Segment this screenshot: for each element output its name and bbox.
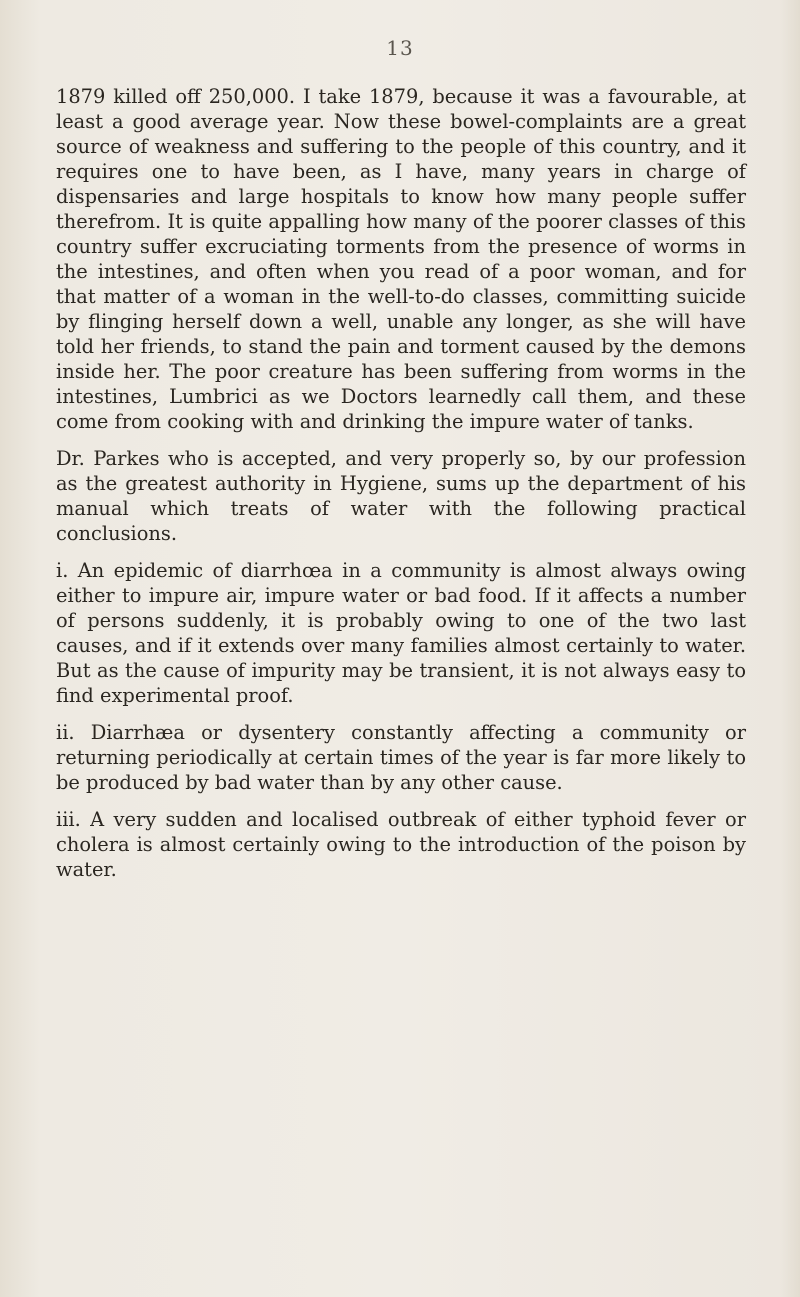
paragraph-conclusion-i: i. An epidemic of diarrhœa in a community is almost always owing either to impure air, impure water or bad food. If it affects a number of persons suddenly, it is probably owing to one of the two last causes, and if it extends over many families almost certainly to water. But as the cause of impurity may be transient, it is not always easy to find experimental proof.	[56, 559, 746, 707]
page-number: 13	[386, 36, 414, 60]
paragraph-bowel-complaints: 1879 killed off 250,000. I take 1879, because it was a favourable, at least a good average year. Now these bowel-complaints are a great source of weakness and suffering to the people of this country, and it requires one to have been, as I have, many years in charge of dispensaries and large hospitals to know how many people suffer therefrom. It is quite appalling how many of the poorer classes of this country suffer excruciating torments from the presence of worms in the intestines, and often when you read of a poor woman, and for that matter of a woman in the well-to-do classes, committing suicide by flinging herself down a well, unable any longer, as she will have told her friends, to stand the pain and torment caused by the demons inside her. The poor creature has been suffering from worms in the intestines, Lumbrici as we Doctors learnedly call them, and these come from cooking with and drinking the impure water of tanks.	[56, 85, 746, 433]
paragraph-parkes-conclusions: Dr. Parkes who is accepted, and very properly so, by our profession as the greatest authority in Hygiene, sums up the department of his manual which treats of water with the following practical conclusions.	[56, 447, 746, 545]
paragraph-conclusion-iii: iii. A very sudden and localised outbreak of either typhoid fever or cholera is almost certainly owing to the introduction of the poison by water.	[56, 808, 746, 881]
body-text	[56, 84, 746, 894]
paragraph-conclusion-ii: ii. Diarrhæa or dysentery constantly affecting a community or returning periodically at certain times of the year is far more likely to be produced by bad water than by any other cause.	[56, 721, 746, 794]
